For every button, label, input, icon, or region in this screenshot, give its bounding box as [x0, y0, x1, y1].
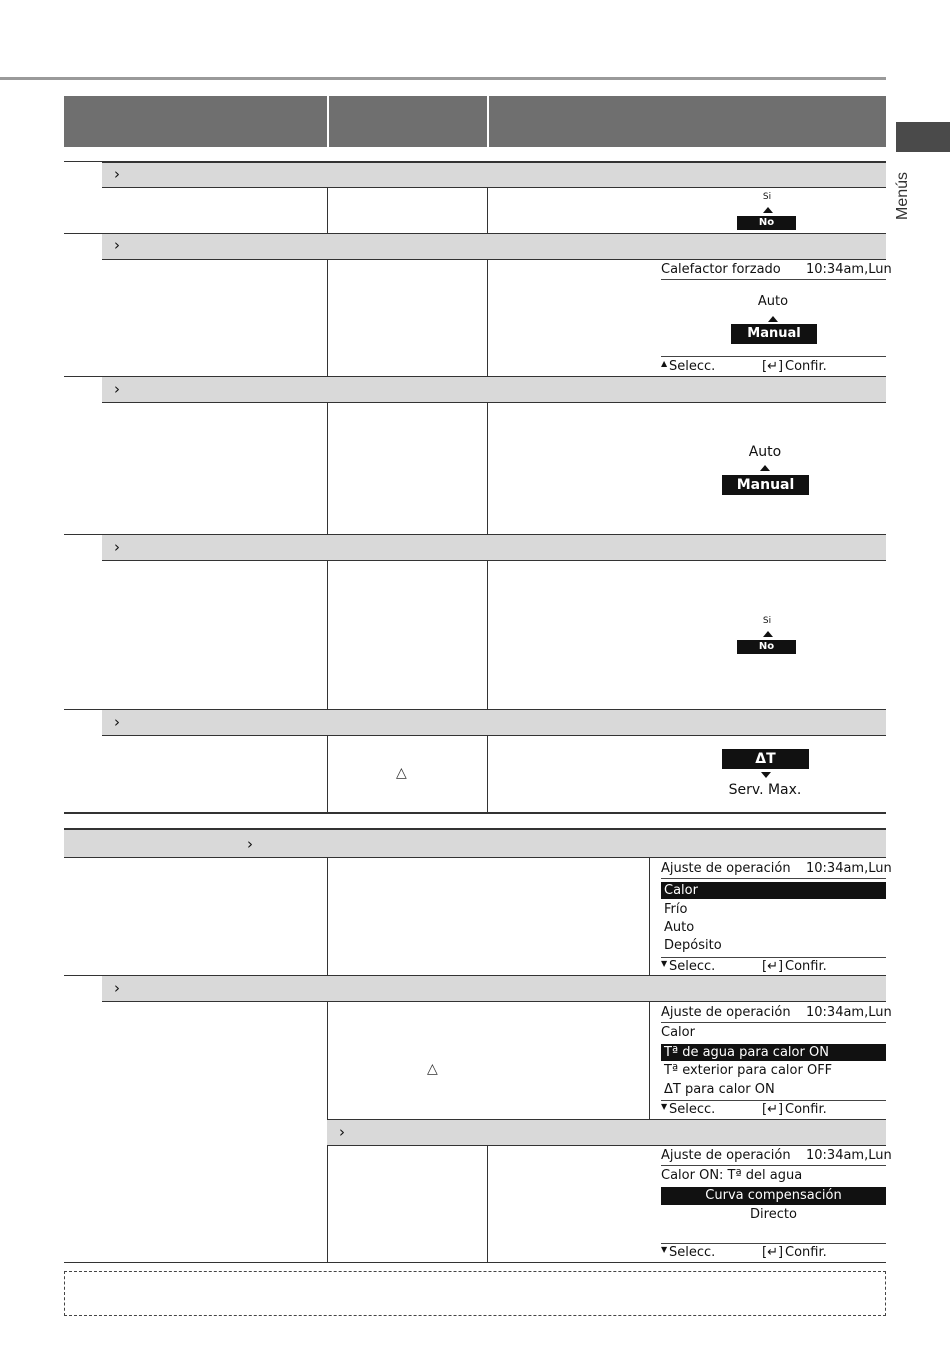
- col-divider: [327, 260, 328, 376]
- row2-option-top: Auto: [757, 294, 789, 309]
- row7-delta-icon: △: [427, 1061, 438, 1077]
- col-divider: [327, 736, 328, 812]
- col-divider: [327, 403, 328, 534]
- top-rule: [0, 77, 886, 80]
- row7-confirm-label: Confir.: [785, 1102, 827, 1117]
- row2-chevron-icon: ›: [114, 236, 120, 254]
- row7-item-selected: Tª de agua para calor ON: [661, 1044, 886, 1061]
- row6-confirm-label: Confir.: [785, 959, 827, 974]
- lcd-rule: [661, 279, 886, 280]
- row3-up-arrow-icon: [760, 465, 770, 471]
- lcd-rule: [661, 1243, 886, 1244]
- row6-chevron-icon: ›: [247, 835, 253, 853]
- row7-item: ΔT para calor ON: [664, 1082, 775, 1097]
- table-bottom-rule: [64, 1262, 886, 1263]
- row3-option-selected: Manual: [722, 475, 809, 495]
- row7-band: [102, 975, 886, 1002]
- col-divider: [487, 1146, 488, 1262]
- row7-down-icon: ▼: [661, 1102, 668, 1111]
- row2-select-label: Selecc.: [669, 359, 716, 374]
- row2-lcd-time: 10:34am,Lun: [806, 262, 892, 277]
- row4-option-top: Si: [762, 616, 772, 626]
- table-header: [64, 96, 886, 147]
- row2-lcd-title: Calefactor forzado: [661, 262, 781, 277]
- lcd-rule: [661, 1022, 886, 1023]
- row2-option-selected: Manual: [731, 324, 817, 344]
- row8-chevron-icon: ›: [339, 1123, 345, 1141]
- row1-option-selected: No: [737, 216, 796, 230]
- row7-select-label: Selecc.: [669, 1102, 716, 1117]
- row7-enter-icon: [↵]: [762, 1102, 784, 1117]
- row8-confirm-label: Confir.: [785, 1245, 827, 1260]
- row6-select-label: Selecc.: [669, 959, 716, 974]
- row7-chevron-icon: ›: [114, 979, 120, 997]
- col-divider: [487, 403, 488, 534]
- row7-lcd-title: Ajuste de operación: [661, 1005, 791, 1020]
- row1-option-top: Si: [762, 192, 772, 202]
- row6-item: Depósito: [664, 938, 722, 953]
- row1-chevron-icon: ›: [114, 165, 120, 183]
- col-divider: [487, 260, 488, 376]
- col-divider: [327, 188, 328, 233]
- note-box: [64, 1271, 886, 1316]
- row4-option-selected: No: [737, 640, 796, 654]
- row6-enter-icon: [↵]: [762, 959, 784, 974]
- row1-up-arrow-icon: [763, 207, 773, 213]
- row4-band: [102, 534, 886, 561]
- row6-item: Auto: [664, 920, 695, 935]
- row5-delta-icon: △: [396, 765, 407, 781]
- row5-option-selected: ΔT: [722, 749, 809, 769]
- col-divider: [649, 858, 650, 975]
- row8-item: Directo: [750, 1207, 797, 1222]
- row3-option-top: Auto: [748, 444, 782, 460]
- row6-band: [64, 830, 886, 858]
- section-end-rule: [64, 812, 886, 814]
- row2-confirm-label: Confir.: [785, 359, 827, 374]
- row5-band: [102, 709, 886, 736]
- row8-lcd-time: 10:34am,Lun: [806, 1148, 892, 1163]
- row5-down-arrow-icon: [761, 772, 771, 778]
- row2-enter-icon: [↵]: [762, 359, 784, 374]
- col-divider: [649, 1002, 650, 1119]
- row7-item: Tª exterior para calor OFF: [664, 1063, 833, 1078]
- col-divider: [327, 858, 328, 975]
- col-divider: [487, 188, 488, 233]
- lcd-rule: [661, 1100, 886, 1101]
- row8-enter-icon: [↵]: [762, 1245, 784, 1260]
- col-divider: [487, 561, 488, 709]
- row4-chevron-icon: ›: [114, 538, 120, 556]
- header-divider: [327, 96, 329, 147]
- row6-item: Frío: [664, 902, 688, 917]
- row4-up-arrow-icon: [763, 631, 773, 637]
- row8-lcd-subtitle: Calor ON: Tª del agua: [661, 1168, 803, 1183]
- row6-item-selected: Calor: [661, 882, 886, 899]
- row5-option-bottom: Serv. Max.: [728, 782, 802, 798]
- lcd-rule: [661, 1165, 886, 1166]
- side-tab: [896, 122, 950, 152]
- row6-lcd-time: 10:34am,Lun: [806, 861, 892, 876]
- row2-band: [102, 233, 886, 260]
- row8-band: [327, 1119, 886, 1146]
- side-label-text: Menús: [894, 171, 911, 220]
- row3-band: [102, 376, 886, 403]
- row5-chevron-icon: ›: [114, 713, 120, 731]
- row2-up-arrow-icon: [768, 316, 778, 322]
- row8-select-label: Selecc.: [669, 1245, 716, 1260]
- lcd-rule: [661, 957, 886, 958]
- row8-lcd-title: Ajuste de operación: [661, 1148, 791, 1163]
- row2-up-icon: ▲: [661, 359, 668, 368]
- header-divider: [487, 96, 489, 147]
- col-divider: [487, 736, 488, 812]
- lcd-rule: [661, 356, 886, 357]
- row8-item-selected: Curva compensación: [661, 1187, 886, 1205]
- row6-lcd-title: Ajuste de operación: [661, 861, 791, 876]
- row3-chevron-icon: ›: [114, 380, 120, 398]
- row6-down-icon: ▼: [661, 959, 668, 968]
- lcd-rule: [661, 878, 886, 879]
- col-divider: [327, 561, 328, 709]
- row7-lcd-time: 10:34am,Lun: [806, 1005, 892, 1020]
- row8-down-icon: ▼: [661, 1245, 668, 1254]
- side-label: [894, 160, 934, 220]
- row7-lcd-subtitle: Calor: [661, 1025, 695, 1040]
- row1-band: [102, 162, 886, 188]
